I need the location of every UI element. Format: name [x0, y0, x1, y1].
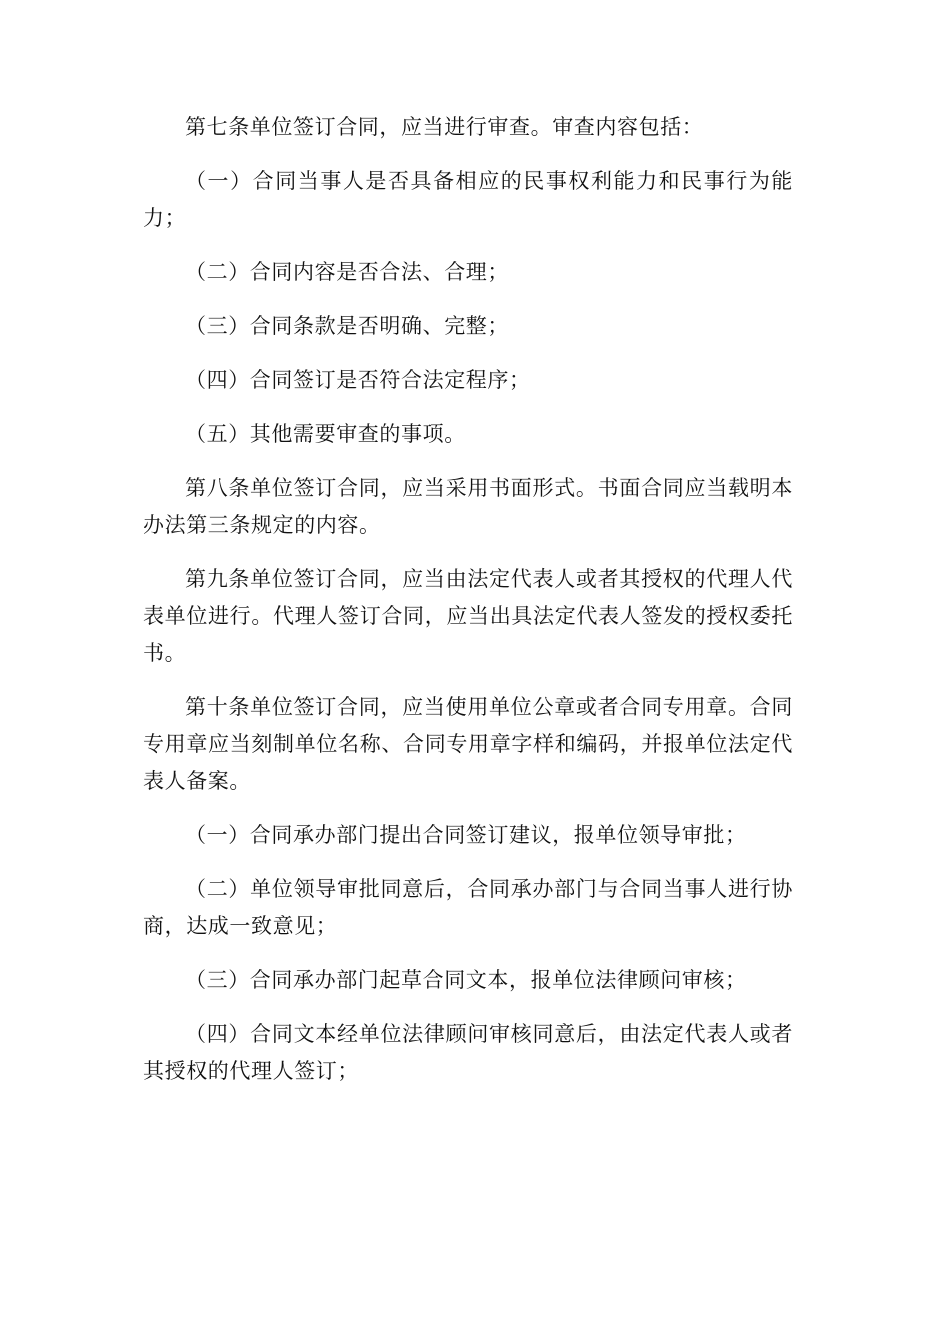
review-item-2: （二）合同内容是否合法、合理； — [185, 260, 509, 284]
article-7-intro: 第七条单位签订合同，应当进行审查。审查内容包括： — [185, 115, 704, 139]
article-8: 第八条单位签订合同，应当采用书面形式。书面合同应当载明本办法第三条规定的内容。 — [143, 476, 793, 537]
review-item-3: （三）合同条款是否明确、完整； — [185, 314, 509, 338]
review-item-4: （四）合同签订是否符合法定程序； — [185, 368, 531, 392]
article-10: 第十条单位签订合同，应当使用单位公章或者合同专用章。合同专用章应当刻制单位名称、合同专用章字样和编码，并报单位法定代表人备案。 — [143, 695, 793, 793]
review-item-5: （五）其他需要审查的事项。 — [185, 422, 466, 446]
review-item-1: （一）合同当事人是否具备相应的民事权利能力和民事行为能力； — [143, 169, 793, 230]
article-9: 第九条单位签订合同，应当由法定代表人或者其授权的代理人代表单位进行。代理人签订合同，应当出具法定代表人签发的授权委托书。 — [143, 567, 793, 665]
procedure-item-3: （三）合同承办部门起草合同文本，报单位法律顾问审核； — [185, 968, 747, 992]
procedure-item-4: （四）合同文本经单位法律顾问审核同意后，由法定代表人或者其授权的代理人签订； — [143, 1022, 793, 1083]
procedure-item-1: （一）合同承办部门提出合同签订建议，报单位领导审批； — [185, 823, 747, 847]
document-body — [143, 109, 793, 1107]
procedure-item-2: （二）单位领导审批同意后，合同承办部门与合同当事人进行协商，达成一致意见； — [143, 877, 793, 938]
